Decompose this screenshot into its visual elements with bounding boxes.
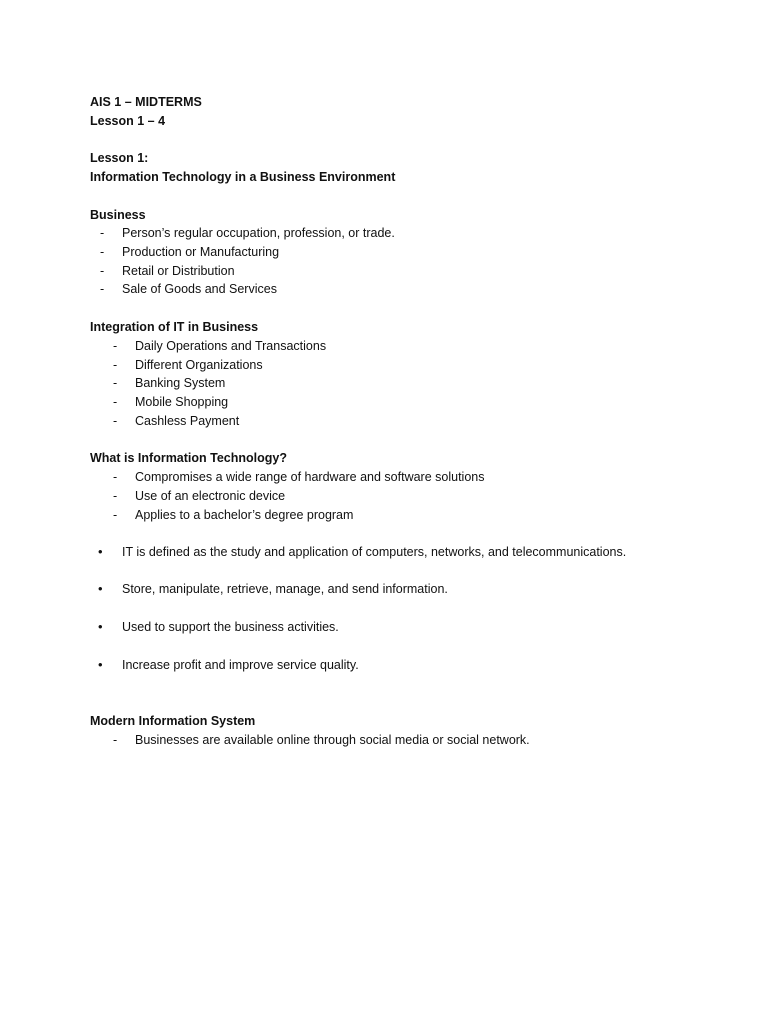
document-title: AIS 1 – MIDTERMS [90, 95, 202, 109]
list-item-text: Person’s regular occupation, profession, or trade. [122, 226, 395, 240]
list-item-text: Businesses are available online through social media or social network. [135, 733, 530, 747]
integration-heading: Integration of IT in Business [90, 320, 259, 334]
dash-marker: - [100, 245, 105, 259]
bullet-text: IT is defined as the study and application of computers, networks, and telecommunications. [122, 545, 627, 559]
list-item-text: Sale of Goods and Services [122, 282, 277, 296]
dash-marker: - [100, 226, 105, 240]
dash-marker: - [113, 414, 118, 428]
dash-marker: - [113, 733, 118, 747]
dash-marker: - [100, 264, 105, 278]
list-item-text: Applies to a bachelor’s degree program [135, 508, 354, 522]
bullet-icon: • [98, 581, 103, 596]
bullet-icon: • [98, 619, 103, 634]
what-is-it-heading: What is Information Technology? [90, 451, 287, 465]
dash-marker: - [100, 282, 105, 296]
list-item-text: Retail or Distribution [122, 264, 235, 278]
list-item-text: Banking System [135, 376, 226, 390]
list-item-text: Production or Manufacturing [122, 245, 280, 259]
dash-marker: - [113, 376, 118, 390]
business-heading: Business [90, 208, 146, 222]
dash-marker: - [113, 395, 118, 409]
lesson-label: Lesson 1: [90, 151, 149, 165]
dash-marker: - [113, 470, 118, 484]
bullet-text: Increase profit and improve service quality. [122, 658, 359, 672]
dash-marker: - [113, 489, 118, 503]
list-item-text: Mobile Shopping [135, 395, 229, 409]
modern-is-heading: Modern Information System [90, 714, 256, 728]
bullet-icon: • [98, 544, 103, 559]
bullet-text: Store, manipulate, retrieve, manage, and send information. [122, 582, 448, 596]
list-item-text: Cashless Payment [135, 414, 240, 428]
list-item-text: Compromises a wide range of hardware and software solutions [135, 470, 485, 484]
list-item-text: Use of an electronic device [135, 489, 286, 503]
dash-marker: - [113, 508, 118, 522]
list-item-text: Different Organizations [135, 358, 263, 372]
dash-marker: - [113, 339, 118, 353]
list-item-text: Daily Operations and Transactions [135, 339, 327, 353]
lesson-title: Information Technology in a Business Environment [90, 170, 396, 184]
bullet-icon: • [98, 657, 103, 672]
bullet-text: Used to support the business activities. [122, 620, 339, 634]
dash-marker: - [113, 358, 118, 372]
document-subtitle: Lesson 1 – 4 [90, 114, 166, 128]
